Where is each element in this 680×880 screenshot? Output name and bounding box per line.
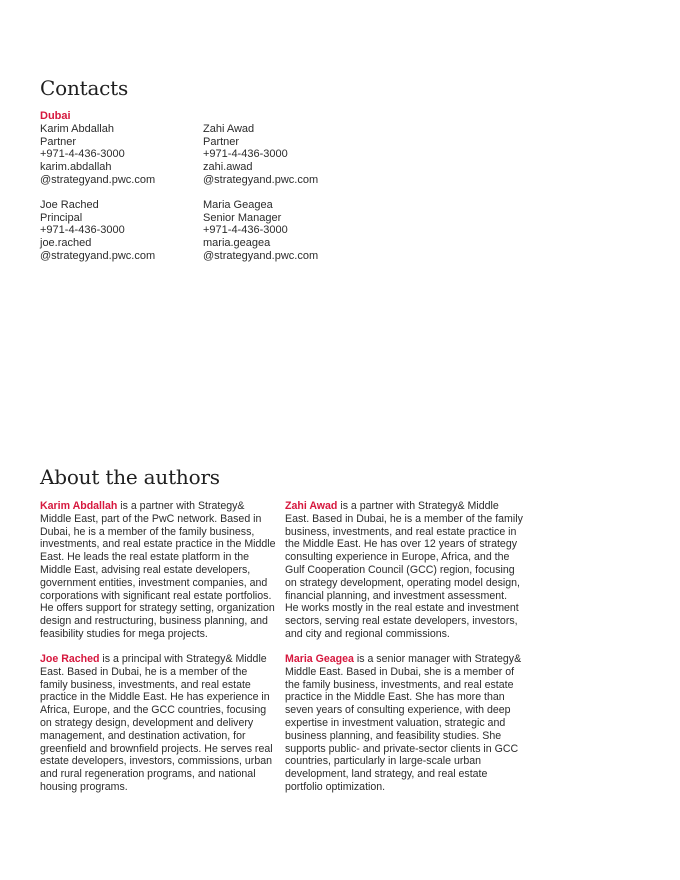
- contact-phone: +971-4-436-3000: [203, 148, 288, 161]
- author-bio-text: is a partner with Strategy& Middle East, part of the PwC network. Based in Dubai, he is a member of the family business, investments, and real estate practice in the Middle East. He leads the real estate platform in the Middle East, advising real estate developers, government entities, investment companies, and corporations with significant real estate portfolios. He offers support for strategy setting, organization design and restructuring, business planning, and feasibility studies for mega projects.: [40, 500, 276, 640]
- contact-name: Karim Abdallah: [40, 123, 114, 135]
- contact-email-user: karim.abdallah: [40, 161, 112, 174]
- contact-email-user: zahi.awad: [203, 161, 253, 174]
- contact-name: Zahi Awad: [203, 123, 255, 135]
- contact-email-domain: @strategyand.pwc.com: [203, 173, 319, 186]
- contact-card: [40, 123, 200, 187]
- author-name: Joe Rached: [40, 653, 100, 665]
- contact-role: Senior Manager: [203, 211, 282, 224]
- contact-name: Joe Rached: [40, 199, 99, 211]
- contact-card: [203, 199, 363, 263]
- contact-name: Maria Geagea: [203, 199, 273, 211]
- contact-phone: +971-4-436-3000: [40, 148, 125, 161]
- contact-role: Principal: [40, 211, 83, 224]
- author-name: Zahi Awad: [285, 500, 338, 512]
- contacts-heading: Contacts: [40, 76, 129, 100]
- contact-card: [203, 123, 363, 187]
- contact-role: Partner: [203, 135, 240, 148]
- author-bio-text: is a partner with Strategy& Middle East. Based in Dubai, he is a member of the family business, investments, and real estate practice in the Middle East. He has over 12 years of strategy consulting experience in Europe, Africa, and the Gulf Cooperation Council (GCC) region, focusing on strategy development, operating model design, financial planning, and investment assessment. He works mostly in the real estate and investment sectors, serving real estate developers, investors, and city and regional commissions.: [285, 500, 523, 640]
- author-bio-text: is a senior manager with Strategy& Middle East. Based in Dubai, she is a member of the family business, investments, and real estate practice in the Middle East. She has more than seven years of consulting experience, with deep expertise in investment valuation, strategic and business planning, and feasibility studies. She supports public- and private-sector clients in GCC countries, particularly in large-scale urban development, land strategy, and real estate portfolio optimization.: [285, 653, 522, 793]
- author-name: Karim Abdallah: [40, 500, 118, 512]
- contact-card: [40, 199, 200, 263]
- contact-email-user: joe.rached: [40, 237, 92, 250]
- author-name: Maria Geagea: [285, 653, 354, 665]
- author-bio: [40, 500, 276, 641]
- authors-heading: About the authors: [40, 465, 220, 489]
- contact-role: Partner: [40, 135, 77, 148]
- contact-email-domain: @strategyand.pwc.com: [40, 173, 156, 186]
- city-label: Dubai: [40, 110, 71, 122]
- contact-phone: +971-4-436-3000: [203, 224, 288, 237]
- author-bio: [285, 500, 523, 641]
- author-bio: [40, 653, 276, 794]
- contact-phone: +971-4-436-3000: [40, 224, 125, 237]
- author-bio-text: is a principal with Strategy& Middle East. Based in Dubai, he is a member of the family business, investments, and real estate practice in the Middle East. He has experience in Africa, Europe, and the GCC countries, focusing on strategy design, development and delivery management, and destination activation, for greenfield and brownfield projects. He serves real estate developers, investors, commissions, urban and rural regeneration programs, and national housing programs.: [40, 653, 273, 793]
- contact-email-domain: @strategyand.pwc.com: [203, 249, 319, 262]
- contact-email-user: maria.geagea: [203, 237, 271, 250]
- author-bio: [285, 653, 523, 794]
- contact-email-domain: @strategyand.pwc.com: [40, 249, 156, 262]
